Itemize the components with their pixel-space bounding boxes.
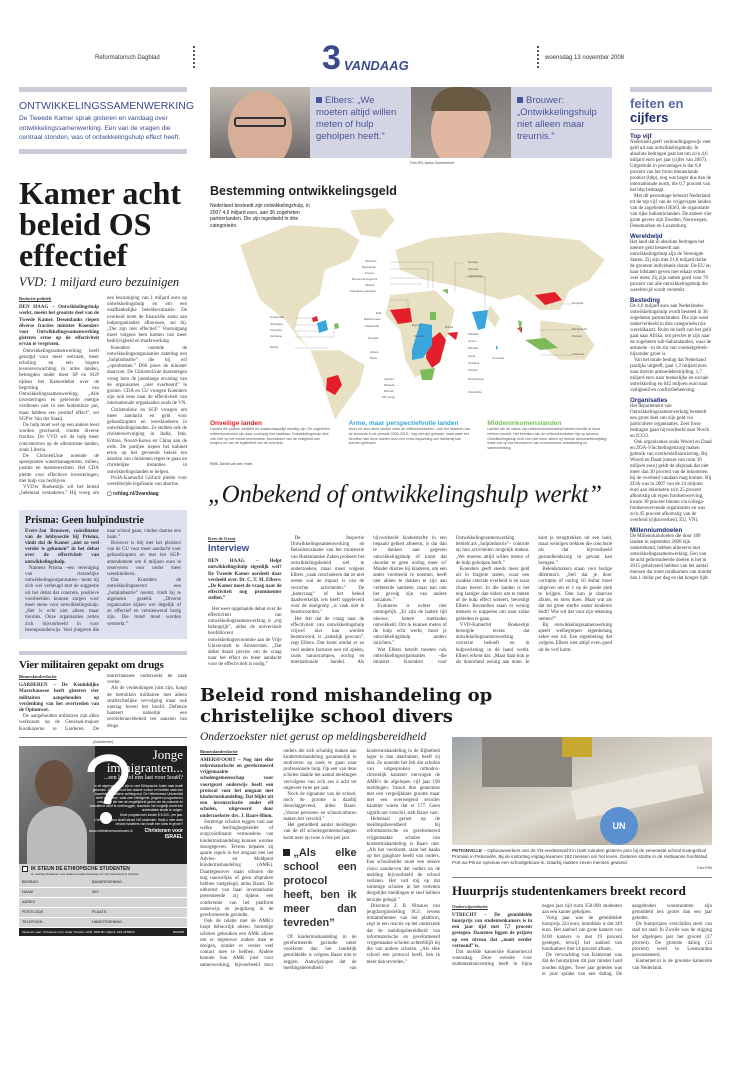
form-field-label: TELEFOON (22, 920, 43, 925)
intro-box (19, 87, 195, 154)
bullet-icon (283, 849, 290, 856)
form-field-row[interactable] (19, 908, 187, 918)
caption-text: – Opbouwwerkers van de VN-vredesmacht in Haïti ruimden gisteren puin bij de verwoeste school Evangelical Promise in Petionville. Bij de instorting vrijdag kwamen 182 mensen om het leven. Gisteren stortte in de Haïtiaanse hoofdstad Port-au-Prince opnieuw een schoolgebouw in. Daarbij raakten zeven mensen gewond. (452, 847, 708, 865)
map-label: Benin (370, 356, 378, 360)
pull-quote-text: „Als elke school een protocol heeft, ben ik meer dan tevreden” (283, 846, 357, 929)
ad-tagline: ...een lust of een last voor Israël? (103, 774, 183, 781)
byline: Kees de Groot (208, 536, 236, 541)
left-column (19, 175, 187, 936)
lead: GARDEREN – De Koninklijke Marechaussee heeft gisteren vier militairen aangehouden op verdenking van het overtreden van de Opiumwet. (19, 683, 99, 713)
quote-text: Brouwer: „Ontwikkelingshulp niet alleen maar treurnis.” (517, 95, 597, 142)
map-title: Bestemming ontwikkelingsgeld (210, 184, 397, 198)
map-label: Bosnië-Herzegovina (352, 277, 378, 281)
divider (452, 877, 712, 878)
page-header (322, 39, 409, 77)
form-field-label: NAAM (22, 890, 33, 895)
advertisement[interactable] (19, 746, 187, 864)
paragraph: Brouwer is blij met het pleidooi van de CU voor meer aandacht voor gehandicapten en met het SGP-amendement om 8 miljoen euro te reserveren voor onder meer weeskinderen. (107, 540, 181, 577)
map-label: Kenia (468, 354, 476, 358)
paragraph: Het gemiddeld aantal meldingen van de elf scholengemeenschappen komt neer op twee à drie per jaar. (283, 823, 357, 841)
paragraph: De ChristenUnie noemde de speerpunten watermanagement, milieu, justitie en mensenrechten. Het CDA pleitte voor effectieve investeringen, met hulp van bedrijven. (19, 454, 99, 484)
main-article-body (19, 296, 187, 498)
map-label: Pakistan (468, 332, 479, 336)
legend-text: Arme tot zeer arme landen waar de millenniumdoelen –ook het halveren van de armoede in de periode 2000-2015– nog niet zijn gehaald, maar waar het bereiken van deze doelen door een extra inspanning wel dichterbij kan worden gebracht. (348, 427, 471, 446)
form-field-label: M/V (92, 890, 99, 895)
divider (19, 87, 187, 92)
map-label: Afghanistan (468, 274, 483, 278)
page-number: 3 (322, 39, 341, 77)
bullet-icon (517, 97, 523, 103)
paragraph: Namens Prisma –een vereniging van christelijke ontwikkelingsorganisaties– toont hij zich wel verheugd met de suggestie uit het debat dat concrete, positieve voorbeelden kunnen zorgen voor meer steun voor ontwikkelingshulp. „Het is echt niet alleen maar treurnis. Onze organisaties zetten zich bijvoorbeeld in voor beroepsonderwijs. Veel jongeren die naar school gaan, vinden daarna een baan.” (25, 528, 181, 633)
legend-title: Arme, maar perspectiefvolle landen (348, 420, 459, 427)
map-label: Oekraïne (365, 259, 377, 263)
paragraph: Als de verdenkingen juist zijn, hangt de betrokken militairen niet alleen strafrechtelijke vervolging maar ook ontslag boven het hoofd. Defensie hanteert namelijk een zerotolerancebeleid ten aanzien van drugs. (107, 686, 187, 729)
form-field-label: ADRES (22, 900, 36, 905)
map-label: Burundi (384, 389, 394, 393)
ad-address: Opsturen naar: Christenen voor Israël, Postbus 1100, 3860 BC Nijkerk, 033-2458824 (22, 929, 135, 934)
bullet-icon (316, 97, 322, 103)
form-field-row[interactable] (19, 888, 187, 898)
map-label: Kaapverdië (365, 324, 380, 328)
map-description: Nederland besteedt zijn ontwikkelingshulp, in 2007 4,6 miljard euro, aan 36 zogeheten partnerlanden. Die zijn ingedeeld in drie categorieën. (210, 203, 310, 229)
map-label: Burkina Faso (364, 317, 381, 321)
section-name: VANDAAG (343, 58, 409, 73)
link-text[interactable]: refdag.nl/3vandaag (113, 491, 159, 498)
ad-title-1: Jonge (152, 746, 183, 762)
facts-heading: Organisaties (630, 397, 668, 404)
lead: DEN HAAG – Helpt ontwikkelingshulp eigenlijk wel? De Tweede Kamer oordeelt daar verdeeld over. Dr. C. T. M. Elbers: „De Kamer moet de vraag naar de effectiviteit nog prominenter stellen.” (208, 559, 282, 602)
huurprijs-headline: Huurprijs studentenkamers breekt record (452, 882, 686, 898)
news-photo (452, 737, 712, 845)
divider (630, 87, 712, 92)
un-helmet (600, 807, 638, 845)
map-label: Bolivia (270, 345, 279, 349)
ad-code: RD0408 (172, 929, 184, 934)
paragraph: De Inspectie Ontwikkelingssamenwerking en Beleidsevaluatie van het ministerie van Buitenlandse Zaken probeert het ontwikkelingsbeleid wel te onderzoeken, maar moet volgens Elbers „vaak concluderen dat ze niet weten wat de impact is van de verrichte activiteiten.” De „hamvraag” of het beleid daadwerkelijk iets heeft opgeleverd voor de doelgroep „is vaak niet te beantwoorden.” (290, 536, 365, 616)
map-label: Jemen (468, 339, 477, 343)
paragraph: Dat meldde kamersite Kamernet.nl woensdag. Deze website voor studentenhuisvesting heeft in bijna negen jaar tijd ruim 350.000 studenten aan een kamer geholpen. (452, 903, 622, 968)
quote-strip (210, 87, 612, 158)
map-label: Ghana (370, 350, 379, 354)
world-map (200, 200, 612, 422)
byline: Binnenlandredactie (19, 673, 57, 679)
right-bottom-column (452, 737, 712, 978)
map-label: Guatemala (270, 315, 284, 319)
map-label: Ethiopië (468, 346, 479, 350)
paragraph: Of kindermishandeling in de gereformeerde gezindte vaker voorkomt dan het landelijk gemiddelde is volgens Baars niet te zeggen. Aanwijzingen dat de meldingsbereidheid van kindermishandeling in de Bijbelbelt lager is dan daarbuiten, heeft zij niet. Ze noemde het feit dat scholen van uitgesproken orthodox-christelijk karakter ontvingen de AMK's de afgelopen vijf jaar 196 meldingen. Vanuit drie generaties met een vergelijkbare grootte maar met een overwegend seculier karakter waren dat er 177. Geen significant verschil, stelt Baars vast. (283, 748, 440, 971)
paragraph: De verwachting van Kamernet was dat de huurprijzen dit jaar minder hard zouden stijgen. Twee jaar geleden was er juist sprake van een daling. De aangeboden woonruimten zijn gemiddeld iets groter dan een jaar geleden. (542, 903, 712, 977)
caption-place: PETIONVILLE (452, 847, 483, 853)
helmet-text: UN (612, 820, 626, 831)
form-subtitle: en machtig Christenen voor Israël eenmalig dit bedrag van mijn rekening af te schrijven (31, 871, 139, 876)
map-label: Albanië (365, 283, 375, 287)
form-field-label: POSTCODE (22, 910, 44, 915)
form-field-label: BEDRAG (22, 880, 39, 885)
prisma-box (19, 510, 187, 639)
paragraph: Helemaal gerust op de meldingsbereidheid bij reformatorische en gereformeerd vrijgemaakte scholen van kindermishandeling is Baars niet. „Als het voorkomt, staat het haaks op het gangbare beeld van ouders. Een schoolleider moet een zekere risico aandurven dat ouders na de melding bijvoorbeeld de school verlaten. Het valt mij op dat sommige scholen in het verleden dergelijke meldingen te snel hebben terzijde gelegd.” (366, 816, 440, 903)
byline: Binnenlandredactie (200, 748, 238, 754)
map-label: Rwanda (384, 383, 395, 387)
map-label: Zuid-Afrika (468, 390, 482, 394)
map-legend (210, 420, 610, 451)
paragraph: Beleidsmakers staan voor lastige dilemma's. „Stel dat je door corruptie of oorlog 10 dollar moet uitgeven om er 1 op de goede plek te krijgen. Dan kun je daarvan afzien, en niets doen. Maar wat als dat tot grote sterfte onder kinderen leidt? Wie wil dat voor zijn rekening nemen?” (538, 567, 612, 622)
checkbox[interactable] (22, 866, 28, 872)
paragraph: Bij ontwikkelingssamenwerking speelt welbegrepen eigenbelang zeker een rol. Een eigenbelang dat volgens Elbers niet altijd even goed uit de verf komt. (538, 622, 612, 653)
facts-heading: Besteding (630, 297, 660, 304)
facts-paragraph: De 4,6 miljard euro aan Nederlandse ontwikkelingshulp wordt besteed in 36 zogeheten partnerlanden. Die zijn weer onderverdeeld in drie categorieën (zie wereldkaart). Ruim de helft van het geld gaat naar Afrika, om precies te zijn naar de zogeheten sub-Saharalanden, waar de armoede –in de zin van voedselgebrek– bijzonder groot is. (630, 304, 712, 357)
militairen-headline: Vier militairen gepakt om drugs (19, 658, 164, 671)
map-label: Mali (376, 311, 382, 315)
intro-kicker: ONTWIKKELINGSSAMENWERKING (19, 100, 195, 112)
map-label: Tanzania (468, 361, 480, 365)
ad-label: (Advertentie) (92, 739, 114, 744)
paragraph: Evalueren is echter niet onmogelijk. „Er zijn de laatste tijd nieuwe, betere methoden ontwikkeld. Om te kunnen meten of de hulp echt werkt, moet je ontwikkelingshulp anders inrichten.” (373, 604, 447, 647)
paragraph: Directeur Z. B. Nitzauw van jeugdzorginstelling SGJ, tevens initiatiefnemer van het platform, zegt in een reactie op het onderzoek dat de meldingsbereidheid van reformatorische en gereformeerd vrijgemaakte scholen achterblijft bij die van andere scholen. „Als elke school een protocol heeft, ben ik meer dan tevreden.” (366, 903, 440, 965)
quote-text: Elbers: „We moeten altijd willen meten of hulp geholpen heeft.” (316, 95, 397, 142)
paragraph: Dat Koenders de ontwikkelingssector een „hulpindustrie” noemt, vindt hij te algemeen gesteld. „Diverse organisaties kijken wel degelijk of ze effectief en vernieuwend bezig zijn. Die trend moet worden versterkt.” (107, 578, 181, 627)
photo-elbers (210, 87, 310, 158)
byline: Redactie politiek (19, 296, 52, 301)
quote-elbers (310, 87, 411, 158)
map-label: DR Congo (382, 395, 396, 399)
lead: DEN HAAG – Ontwikkelingshulp werkt, meent het grootste deel van de Tweede Kamer. Desondanks riepen diverse fracties minister Koenders voor Ontwikkelingssamenwerking gisteren ertoe op de effectiviteit ervan te vergroten. (19, 305, 99, 348)
ad-url[interactable]: www.christenenvoorisrael.nl (89, 828, 133, 833)
divider (193, 46, 195, 68)
main-headline: Kamer acht beleid OS effectief (19, 175, 182, 273)
mishandeling-body (200, 749, 440, 972)
lead: UTRECHT – De gemiddelde huurprijs van studentenkamers is in een jaar tijd met 7,7 procent gestegen. Daarmee liggen de prijzen op een niveau dat „nooit eerder vertoond” is. (452, 912, 532, 949)
facts-paragraph: Ook organisaties zoals Woord en Daad en ZOA-Vluchtelingenzorg maken gebruik van overheidsfinanciering. Bij Woord en Daad (omzet van ruim 30 miljoen euro) geldt de afspraak dat niet meer dan 30 procent van de inkomsten bij de overheid vandaan mag komen. Bij ZOA was in 2007 van de 24 miljoen euro aan inkomsten zo'n 25 procent afkomstig uit eigen fondsenwerving, kwam 30 procent binnen via collega-fondsenwervende organisaties en was zo'n 45 procent afkomstig van de overheid (rijksoverheid, EU, VN). (630, 440, 712, 523)
map-label: Eritrea (445, 325, 454, 329)
map-label: Indonesië (572, 352, 585, 356)
facts-title-2: cijfers (630, 110, 669, 125)
legend-unsafe (210, 420, 333, 451)
paragraph: Ontwikkelingssamenwerking heeft gezorgd voor meer welvaart, meer scholing en een hogere levensverwachting in arme landen, betoogden onder meer SP en SGP tijdens het Kamerdebat over de begroting van Ontwikkelingssamenwerking. „Alle investeringen en geleverde energie verdienen niet in een bodemloze put, maar hebben een positief effect”, zei SGP'er Van der Staaij. (19, 348, 99, 422)
mishandeling-headline: Beleid rond mishandeling op christelijke school divers (200, 684, 493, 727)
form-field-row[interactable] (19, 918, 187, 928)
divider (19, 737, 187, 738)
quote-brouwer (511, 87, 612, 158)
map-label: Armenië (468, 267, 479, 271)
facts-paragraph: Het land dat in absolute bedragen het meeste geld besteedt aan ontwikkelingshulp zijn de Verenigde Staten. Zij zijn met 21,8 miljard dollar de grootste individuele donor. De EU en haar lidstaten geven met elkaar echter veel meer. Zij zijn samen goed voor 70 procent van alle ontwikkelingshulp die wereldwijd wordt verstrekt. (630, 240, 711, 293)
facts-title-1: feiten en (630, 96, 684, 111)
map-label: Senegal (368, 336, 379, 340)
militairen-body (19, 674, 187, 733)
form-field-row[interactable] (19, 898, 187, 908)
pull-quote (283, 842, 356, 935)
center-stack (200, 480, 712, 978)
paragraph: Vorig jaar was de gemiddelde huurprijs 324 euro, inmiddels is dat 349 euro. Het aanbod van grote kamers van 6100 kamers is met 19 procent gestegen, terwijl het aanbod van huurkamers met 14 procent afnam. (542, 916, 622, 953)
paragraph: Kamernet.nl is de grootste kamersite van Nederland. (632, 959, 712, 971)
map-label: Palestijnse gebieden (350, 289, 376, 293)
map-label: Mozambique (468, 377, 485, 381)
facts-paragraph: Van het totale bedrag dat Nederland jaarlijks uitgeeft, gaat 1,2 miljard euro naar directe armoedebestrijding, 1,7 miljard euro naar menselijke en sociale ontwikkeling en 642 miljoen euro naar veiligheid en conflictbeheersing. (630, 358, 709, 393)
map-label: Nicaragua (270, 322, 283, 326)
paragraph: Koenders noemde de ontwikkelingsorganisaties zaterdag een „hulpindustrie” die hij wil „openbreken.” D66 prees de minister daarvoor. De ChristenUnie daarentegen vroeg hem de jarenlange ervaring van de organisaties „niet overboord” te gooien. CDA en CU vroegen Koenders zijn ook eens naar de effectiviteit van internationale organisaties zoals de VN. (107, 345, 187, 407)
facts-paragraph: De Millenniumdoelen die door 189 landen in september 2000 zijn ondertekend, hebben allereerst met ontwikkelingssamenwerking. Een van de acht geformuleerde doelen is het in 2015 gehalveerd hebben van het aantal mensen dat moet rondkomen van minder dan 1 dollar per dag en dat honger lijdt. (630, 534, 712, 581)
map-label: Mongolië (572, 301, 584, 305)
paragraph: De huurprijzen verschillen sterk van stad tot stad. In Zwolle was de stijging het afgelopen jaar het grootst (27 procent). De grootste daling (12 procent) werd in Leeuwarden geconstateerd. (632, 922, 712, 959)
paragraph: VVD'er Boekestijn wil het beleid „helemaal veranderen.” Hij vroeg om een bezuiniging van 1 miljard euro op ontwikkelingshulp en om een onafhankelijke beleidsevaluatie. De overheid moet de financiële steun aan hulporganisaties afbouwen, zei hij. „Die zijn niet effectief.” Vooruitgang moet volgens hem komen van meer bedrijvigheid en marktwerking. (19, 296, 187, 497)
mishandeling-article (200, 731, 440, 972)
legend-poor (349, 420, 472, 451)
ad-form (19, 864, 187, 928)
paragraph: Noch de signatuur van de school, noch de grootte is daarbij doorslaggevend, aldus Baars. „Vooral personen en schoolculturen maken het verschil.” (283, 792, 357, 822)
byline: Onderwijsredactie (452, 903, 488, 909)
divider (19, 149, 187, 154)
legend-title: Onveilige landen (210, 420, 263, 427)
paragraph: Sommige scholen leggen vast aan welke leerlingbegeleider of zorgcoördinator vermoedens van kindermishandeling kunnen worden doorgegeven. Tevens bepalen zij aparte regels in het omgaan met het Advies- en Meldpunt Kindermishandeling (AMK). Daartegenover staan scholen die nog nauwelijks of geen afspraken hebben vastgelegd, aldus Baars. De uitkomst van haar inventarisatie presenteerde zij tijdens een conferentie van het platform onderwijs en jeugdzorg in de gereformeerde gezindte. (200, 819, 274, 918)
paragraph: Koenders geeft steeds meer geld uit in fragiele staten, waar een zwakke centrale overheid is en waar chaos heerst. In die landen is het nog lastiger dan elders om te meten of de hulp effect sorteert, bevestigt Elbers. Bovendien staan er weinig mensen te trappelen om naar zulke gebieden te gaan. (455, 567, 530, 622)
mishandeling-subhead: Onderzoekster niet gerust op meldingsbereidheid (200, 730, 427, 743)
intro-text: De Tweede Kamer sprak gisteren en vandaag over ontwikkelingssamenwerking. Een van de vragen die centraal stonden, was of ontwikkelingshulp effect heeft. (19, 115, 181, 141)
photo-credit: Foto EPA (697, 865, 712, 870)
ad-text: In de afgelopen jaren zijn er veel Ethiopische Joden naar Israël gekomen. Zij komen uit een andere cultuur en hebben vaak een beperkte educatieve achtergrond. De Hebreeuwse Universiteit heeft voor deze, vaak zeer intelligente, jongeren programma's ontwikkeld die hen de mogelijkheid geven om de culturele en educatieve kloof te overbruggen, waardoor het mogelijk wordt een universitaire studie te volgen. (89, 783, 183, 813)
paragraph: Het weer opgelaaide debat over de effectiviteit van ontwikkelingssamenwerking is „erg belangrijk”, aldus de universitair hoofddocent ontwikkelingseconomie aan de Vrije Universiteit te Amsterdam. „Dat debat draait precies om de vraag naar het effect en meer aandacht voor de effectiviteit is nodig.” (208, 606, 282, 668)
form-title: IK STEUN DE ETHIOPISCHE STUDENTEN (31, 865, 130, 872)
map-label: Egypte (412, 323, 421, 327)
photo-caption (452, 848, 712, 871)
form-field-label: PLAATS (92, 910, 107, 915)
paragraph: PvdA-Kamerlid Gill'ard pleitte voor wereldwijde legalisatie van abortus. (107, 475, 187, 488)
ad-logo: Christenen voor ISRAEL (144, 827, 183, 840)
legend-text: Landen die politiek instabiel en maatschappelijk onveilig zijn. De zogeheten millenniumdoelen zijn daar voorlopig niet haalbaar. Ontwikkelingshulp richt zich hier op het meest elementaire: bevorderen van de veiligheid van burgers en van de legitimiteit van de overheid. (210, 427, 330, 446)
legend-middle (487, 420, 610, 451)
paragraph: Wat Elbers betreft moeten ook ontwikkelingsorganisaties –die minister Koenders voor Ontwikkelingssamenwerking betitelt als „hulpindustrie”– controle op hun activiteiten mogelijk maken. „We moeten altijd willen meten of de hulp geholpen heeft.” (373, 536, 530, 666)
map-label: Bangladesh (572, 327, 587, 331)
date: woensdag 13 november 2008 (545, 55, 625, 61)
prisma-title: Prisma: Geen hulpindustrie (25, 514, 144, 526)
prisma-lead: Evert-Jan Brouwer, coördinator van de lobbysectie bij Prisma, vindt dat de Kamer „niet zo veel verder is gekomen” in het debat over de effectiviteit van ontwikkelingshulp. (25, 528, 99, 565)
lead: AMERSFOORT – Nog niet elke reformatorische en gereformeerd vrijgemaakte scholengemeenschap voor voortgezet onderwijs heeft een protocol voor het omgaan met kindermishandeling. Dat blijkt uit een inventarisatie onder elf scholen, uitgevoerd door onderzoekster drs. J. Baars-Blom. (200, 757, 274, 819)
ad-appeal: Christenen voor Israël steunt 160 studenten. Helpt u mee deze nieuwe Israeliers van Israël een toets te geven? (94, 817, 183, 826)
paragraph: VVD-Kamerlid Boekestijn betoogde recent dat ontwikkelingssamenwerking correctie behoeft en in hulpverlening in de hand werkt. Elbers erkent dat. „Maar daar kun je als donorland weinig aan doen. Je kunt je terugtrekken uit een land, maar weinigen trekken die conclusie als dat bijvoorbeeld gezondheidszorg in gevaar kan brengen.” (455, 536, 612, 666)
interview-body (200, 536, 612, 669)
main-subhead: VVD: 1 miljard euro bezuinigen (19, 275, 180, 289)
divider (537, 46, 539, 68)
form-field-label: HANDTEKENING (92, 920, 123, 925)
huurprijs-body (452, 904, 712, 978)
map-label: Vietnam (572, 334, 583, 338)
form-field-label: BANKREKENING (92, 880, 123, 885)
paragraph: De aangehouden militairen zijn allen werkzaam op de Generaal-majoor Kootkazerne te Garderen. De marechaussee onderzoekt de zaak verder. (19, 673, 187, 732)
form-field-row[interactable] (19, 878, 187, 888)
map-label: Macedonië (362, 265, 376, 269)
map-credit: RMB. Daniël van den Hoek (210, 462, 253, 466)
paragraph: Ook de relatie met de AMK's loopt behoorlijk uiteen. Sommige scholen gebruiken een AMK alleen om er tegenover ouders mee te dreigen, zonder er verder veel contact mee te hebben. Andere kennen hun AMK juist voor samenwerking, bijvoorbeeld door ouders die zich schuldig maken aan kindermishandeling gezamenlijk te motiveren op zoek te gaan naar professionele hulp. Op een van deze scholen daalde het aantal meldingen vervolgens van zo'n zes à acht tot ongeveer twee per jaar. (200, 748, 357, 968)
ad-footer (19, 928, 187, 936)
map-label: Suriname (270, 334, 282, 338)
paragraph: Het feit dat de vraag naar de effectiviteit van ontwikkelingshulp vrijwel niet kan worden beantwoord, is „tamelijk gewoon”, zegt Elbers. Dat komt omdat er zo veel andere factoren een rol spelen, zoals natuurrampen, oorlog en internationale handel. Als bijvoorbeeld kindersterfte in een bepaald gebied afneemt, is dat dan te danken aan gegeven ontwikkelingshulp of komt dat doordat er geen oorlog meer is? Minder diarree bij kinderen, om een ander voorbeeld te noemen, heeft niet alleen te danken te zijn aan verbeterde sanitatie, maar kan ook het gevolg zijn van andere oorzaken.” (290, 536, 447, 666)
map-label: Uganda (384, 377, 394, 381)
map-label: Georgië (468, 260, 478, 264)
facts-heading: Wereldwijd (630, 233, 663, 240)
photo-credit: Foto RD, Anton Dommerholt (410, 161, 454, 165)
map-label: Colombia (270, 328, 282, 332)
paragraph: Christenlinie en SGP vroegen om meer aandacht en geld voor gehandicapten en weeskinderen in ontwikkelingslanden. Ze stelden ook de christenvervolging in India, Irak, Eritrea, Noord-Korea en China aan de orde. De partijen riepen het kabinet ertoe op het gevoerde beleid ten aanzien van christenen tegen te gaan en christelijke instanties in ontwikkelingslanden te helpen. (107, 407, 187, 475)
facts-paragraph: Nederland geeft verhoudingsgewijs veel geld uit aan ontwikkelingshulp. In absolute bedragen gaat het om zo'n 4,6 miljard euro per jaar (cijfer van 2007). Uitgedrukt in percentages is dat 0,8 procent van het bruto binnenlands product (bbp), nog wat hoger dus dan de internationale norm, die 0,7 procent van het bbp bedraagt. (630, 140, 712, 193)
newspaper-name: Reformatorisch Dagblad (95, 55, 160, 61)
web-link[interactable]: ▢ refdag.nl/3vandaag (107, 491, 159, 498)
map-label: Kosovo (365, 271, 375, 275)
facts-paragraph: Het departement van Ontwikkelingssamenwerking besteedt een groot deel van zijn geld via particuliere organisaties. Zeer forse bedragen gaan bijvoorbeeld naar Novib en ICCO. (630, 404, 710, 439)
facts-heading: Top vijf (630, 133, 652, 140)
ad-title-2: immigranten... (106, 759, 183, 775)
interview-headline: „Onbekend of ontwikkelingshulp werkt” (208, 481, 602, 508)
facts-heading: Millenniumdoelen (630, 527, 683, 534)
ad-content (89, 748, 183, 840)
photo-brouwer (411, 87, 511, 158)
map-label: Zambia (468, 368, 478, 372)
map-label: Sri Lanka (492, 356, 504, 360)
paragraph: De hulp moet wel op een andere leest worden geschoeid, vinden diverse fracties. De VVD wil de hulp meer concentreren op de allerarmste landen, zoals Liberia. (19, 423, 99, 453)
legend-text: Landen die de status van middeninkomensland hebben bereikt of bijna hebben bereikt. Het bereiken van de millenniumdoelen ligt op schema. Ontwikkelingshulp richt zich niet meer alleen op directe armoedebestrijding, maar ook op het bevorderen van economische ontwikkeling en samenwerking. (487, 427, 608, 451)
bottom-row (200, 731, 712, 978)
ad-cost: Deze programma's kosten $ 5.000,- per jaar. (120, 813, 183, 818)
legend-title: Middeninkomenslanden (487, 420, 562, 427)
facts-paragraph: Met dit percentage behoort Nederland tot de top vijf van de vrijgevigste landen van de zogeheten OESO, de organisatie van rijke industrielanden. De andere vier grote gevers zijn Zweden, Noorwegen, Denemarken en Luxemburg. (630, 194, 712, 229)
world-map-graphic (200, 200, 612, 422)
map-label: Soedan (414, 334, 424, 338)
interview-label: Interview (208, 543, 250, 555)
divider (19, 651, 187, 655)
